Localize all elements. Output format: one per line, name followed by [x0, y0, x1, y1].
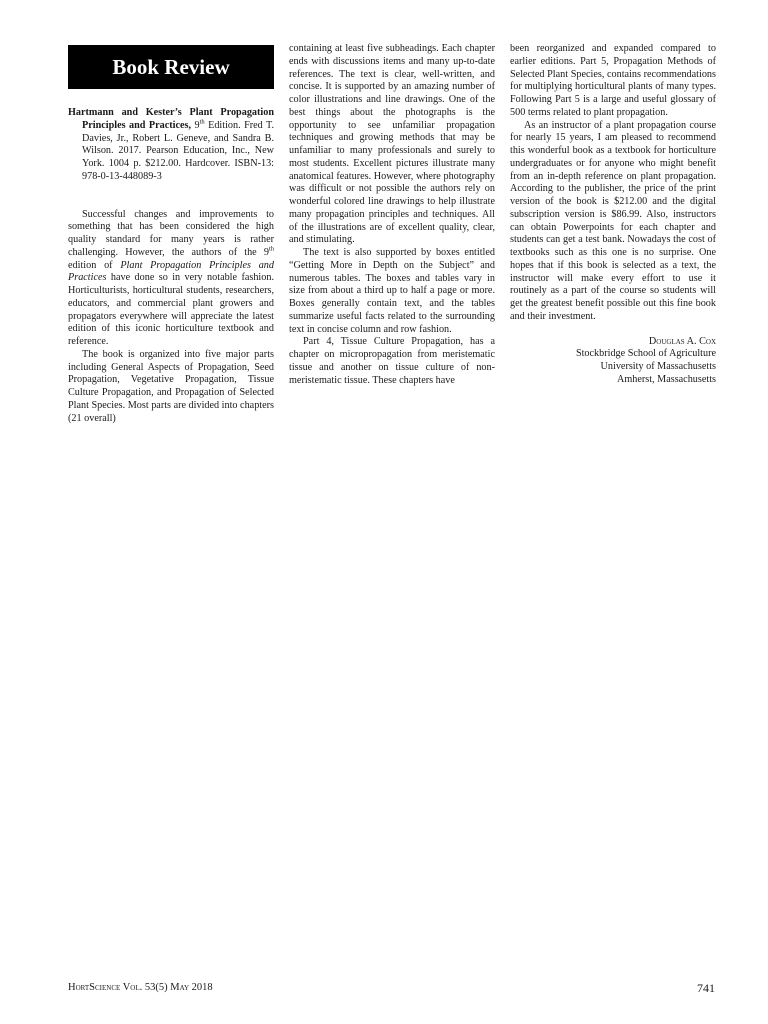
journal-footer: HortScience Vol. 53(5) May 2018	[68, 982, 213, 993]
paragraph-2-continued: containing at least five subheadings. Each chapter ends with discussions items and many up-to-date references. The text is clear, well-written, and concise. It is supported by an amazing number of color illustrations and line drawings. One of the best things about the photographs is the opportunity to see unfamiliar propagation techniques and growing methods that may be unfamiliar to many professionals and surely to most students. Excellent pictures illustrate many anatomical features. However, where photography was difficult or not possible the authors rely on wonderful colored line drawings to help illustrate many propagation principles and techniques. All of the illustrations are of excellent quality, clear, and stimulating.	[289, 43, 495, 246]
banner-title: Book Review	[112, 54, 230, 79]
paragraph-2: The book is organized into five major parts including General Aspects of Propagation, Seed Propagation, Vegetative Propagation, Tissue Culture Propagation, and Propagation of Selected Plant Species. Most parts are divided into chapters (21 overall)	[68, 348, 274, 424]
citation-details: Fred T. Davies, Jr., Robert L. Geneve, and Sandra B. Wilson. 2017. Pearson Education, Inc., New York. 1004 p. $212.00. Hardcover. ISBN-13: 978-0-13-448089-3	[82, 119, 275, 182]
column-3	[510, 43, 716, 387]
reviewer-school: Stockbridge School of Agriculture	[575, 348, 716, 360]
book-review-banner	[68, 45, 274, 89]
book-title-italic: Plant Propagation Principles and Practices	[68, 259, 274, 284]
column-1	[68, 43, 274, 425]
edition-number: 9	[194, 119, 200, 131]
paragraph-4: Part 4, Tissue Culture Propagation, has a chapter on micropropagation from meristematic tissue and another on tissue culture of non-meristematic tissue. These chapters have	[289, 336, 495, 386]
paragraph-4-continued: been reorganized and expanded compared to earlier editions. Part 5, Propagation Methods of Selected Plant Species, contains recommendations for multiplying horticultural plants of many types. Following Part 5 is a large and useful glossary of 500 terms related to plant propagation.	[510, 43, 716, 118]
paragraph-3: The text is also supported by boxes entitled “Getting More in Depth on the Subject” and numerous tables. The boxes and tables vary in size from about a third up to half a page or more. Boxes generally contain text, and the tables summarize useful facts related to the surrounding text in concise column and row fashion.	[289, 247, 495, 335]
edition-label: Edition.	[208, 119, 241, 131]
book-title: Hartmann and Kester’s Plant Propagation Principles and Practices,	[68, 107, 274, 131]
reviewer-name: Douglas A. Cox	[648, 335, 716, 347]
paragraph-1: Successful changes and improvements to something that has been considered the high quality standard for many years is rather challenging. However, the authors of the 9th edition of Plant Propagation Principles and Practices have done so in very notable fashion. Horticulturists, horticultural students, researchers, educators, and commercial plant growers and propagators everywhere will appreciate the latest edition of this iconic horticulture textbook and reference.	[68, 208, 274, 347]
reviewer-location: Amherst, Massachusetts	[616, 373, 716, 385]
column-2	[289, 43, 495, 387]
paragraph-5: As an instructor of a plant propagation course for nearly 15 years, I am pleased to recommend this wonderful book as a textbook for horticulture undergraduates or for anyone who might benefit from an in-depth reference on plant propagation. According to the publisher, the price of the print version of the book is $212.00 and the digital subscription version is $86.99. Also, instructors can obtain Powerpoints for each chapter and students can get a test bank. Nowadays the cost of textbooks such as this one is no surprise. One hopes that if this book is selected as a text, the instructor will make every effort to use it routinely as a part of the course so students will get the greatest benefit possible out this fine book and their investment.	[510, 119, 716, 322]
page-number: 741	[697, 981, 715, 995]
reviewer-university: University of Massachusetts	[600, 361, 716, 372]
edition-superscript: th	[199, 118, 205, 126]
reviewer-signature	[510, 336, 716, 387]
book-citation	[68, 107, 274, 184]
